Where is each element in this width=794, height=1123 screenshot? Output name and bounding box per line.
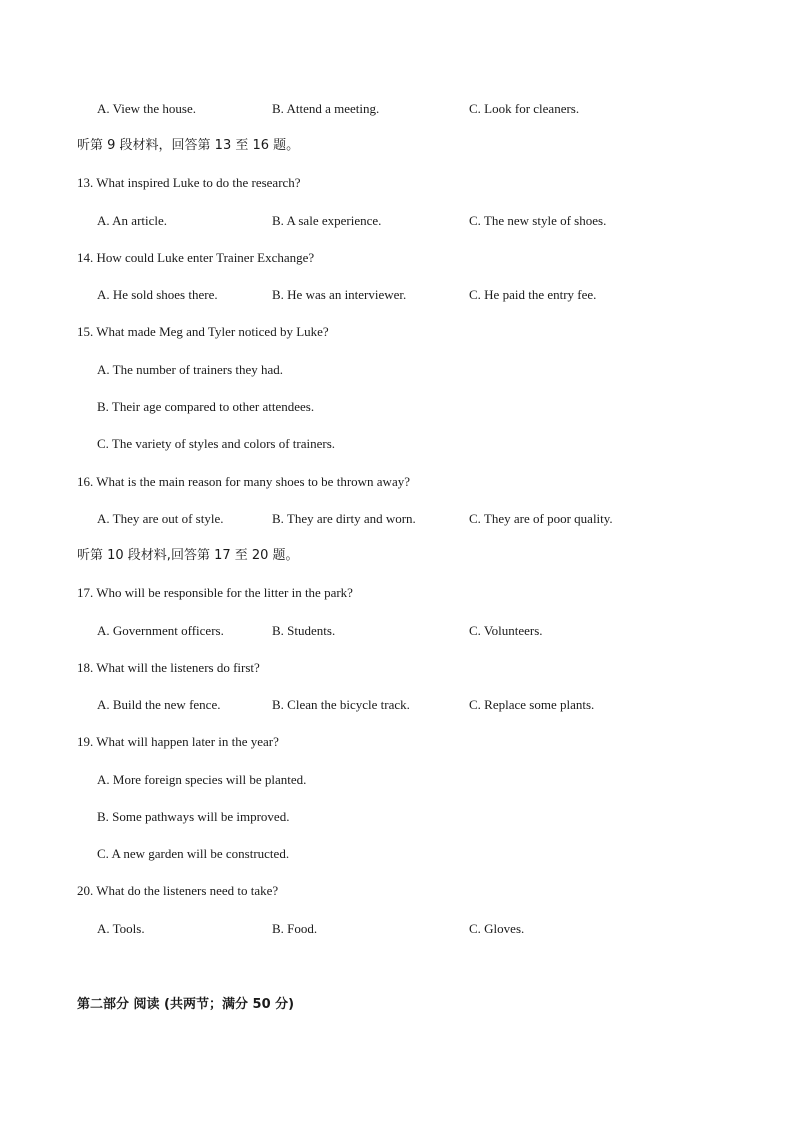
question-20: 20. What do the listeners need to take?: [77, 883, 279, 898]
option-b: B. He was an interviewer.: [272, 287, 407, 302]
question-19: 19. What will happen later in the year?: [77, 734, 279, 749]
question-17: 17. Who will be responsible for the litter in the park?: [77, 585, 353, 600]
option-b: B. Food.: [272, 921, 318, 936]
question-18: 18. What will the listeners do first?: [77, 660, 260, 675]
option-b: B. Clean the bicycle track.: [272, 697, 410, 712]
option-c: C. The new style of shoes.: [469, 213, 607, 228]
option-b: B. Students.: [272, 623, 336, 638]
option-a: A. Government officers.: [97, 623, 224, 638]
question-14: 14. How could Luke enter Trainer Exchange?: [77, 250, 315, 265]
option-b: B. They are dirty and worn.: [272, 511, 416, 526]
question-13: 13. What inspired Luke to do the research?: [77, 175, 301, 190]
option-b: B. Their age compared to other attendees.: [97, 399, 315, 414]
option-a: A. They are out of style.: [97, 511, 224, 526]
question-15: 15. What made Meg and Tyler noticed by Luke?: [77, 324, 329, 339]
option-b: B. Some pathways will be improved.: [97, 809, 290, 824]
option-a: A. More foreign species will be planted.: [97, 772, 307, 787]
option-c: C. Gloves.: [469, 921, 525, 936]
option-a: A. He sold shoes there.: [97, 287, 218, 302]
option-c: C. The variety of styles and colors of trainers.: [97, 436, 336, 451]
option-a: A. An article.: [97, 213, 168, 228]
option-a: A. Build the new fence.: [97, 697, 221, 712]
option-c: C. Volunteers.: [469, 623, 543, 638]
part-two-heading: 第二部分 阅读 (共两节；满分 50 分): [77, 997, 295, 1012]
section-heading-9: 听第 9 段材料，回答第 13 至 16 题。: [77, 138, 300, 153]
question-16: 16. What is the main reason for many shoes to be thrown away?: [77, 474, 410, 489]
option-c: C. They are of poor quality.: [469, 511, 613, 526]
option-c: C. He paid the entry fee.: [469, 287, 597, 302]
option-c: C. Look for cleaners.: [469, 101, 580, 116]
option-c: C. A new garden will be constructed.: [97, 846, 290, 861]
option-a: A. Tools.: [97, 921, 145, 936]
option-b: B. A sale experience.: [272, 213, 382, 228]
option-a: A. The number of trainers they had.: [97, 362, 284, 377]
section-heading-10: 听第 10 段材料,回答第 17 至 20 题。: [77, 548, 299, 563]
option-c: C. Replace some plants.: [469, 697, 595, 712]
option-a: A. View the house.: [97, 101, 196, 116]
option-b: B. Attend a meeting.: [272, 101, 380, 116]
